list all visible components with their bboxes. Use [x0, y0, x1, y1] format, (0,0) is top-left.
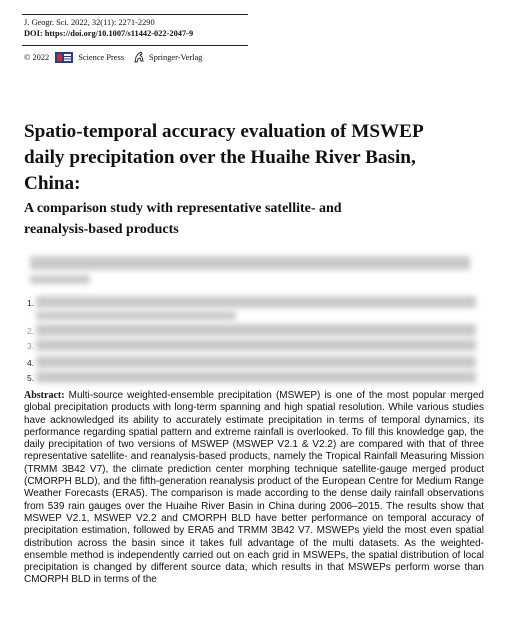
abstract-label: Abstract:: [24, 390, 65, 401]
affiliation-marker-5: 5.: [27, 373, 35, 383]
springer-horse-logo-icon: [133, 51, 145, 63]
affiliation-marker-1: 1.: [27, 298, 35, 308]
header-rule-bottom: [22, 45, 248, 46]
affiliation-1-blurred: [36, 296, 476, 308]
affiliation-2-blurred: [36, 324, 476, 336]
authors-blurred-2: [30, 275, 90, 284]
article-subtitle-line-2: reanalysis-based products: [24, 222, 179, 237]
abstract-paragraph: [24, 390, 484, 587]
science-press-logo-icon: [55, 52, 73, 63]
header-rule-top: [22, 14, 248, 15]
affiliation-marker-2: 2.: [27, 326, 35, 336]
doi-text: DOI: https://doi.org/10.1007/s11442-022-2047-9: [24, 29, 194, 38]
journal-citation: J. Geogr. Sci. 2022, 32(11): 2271-2290: [24, 18, 155, 27]
copyright-line: [24, 51, 202, 63]
affiliation-marker-3: 3.: [27, 341, 35, 351]
affiliation-4-blurred: [36, 356, 476, 368]
journal-doi: [24, 29, 193, 39]
authors-blurred: [30, 256, 470, 270]
copyright-text: © 2022: [24, 52, 50, 62]
article-subtitle-line-1: A comparison study with representative satellite- and: [24, 201, 342, 216]
publisher-springer: Springer-Verlag: [149, 52, 203, 62]
abstract-text: Multi-source weighted-ensemble precipitation (MSWEP) is one of the most popular merged global precipitation products with long-term spanning and high spatial resolution. While various studies have acknowledged its ability to accurately estimate precipitation in terms of temporal dynamics, its performance regarding spatial pattern and extreme rainfall is overlooked. To fill this knowledge gap, the daily precipitation of two versions of MSWEP (MSWEP V2.1 & V2.2) are compared with that of three representative satellite- and reanalysis-based products, namely the Tropical Rainfall Measuring Mission (TRMM 3B42 V7), the climate prediction center morphing technique satellite-gauge merged product (CMORPH BLD), and the fifth-generation reanalysis product of the European Centre for Medium Range Weather Forecasts (ERA5). The comparison is made according to the dense daily rainfall observations from 539 rain gauges over the Huaihe River Basin in China during 2006–2015. The results show that MSWEP V2.1, MSWEP V2.2 and CMORPH BLD have better performance on temporal accuracy of precipitation estimation, followed by ERA5 and TRMM 3B42 V7. MSWEPs yield the most even spatial distribution across the basin since it takes full advantage of the multi datasets. As the weighted-ensemble method is independently carried out on each grid in MSWEPs, the spatial distribution of local precipitation is changed by different source data, which results in that MSWEPs perform worse than CMORPH BLD in terms of the: [24, 390, 484, 586]
article-title-line-3: China:: [24, 173, 81, 194]
affiliation-3-blurred: [36, 339, 476, 351]
publisher-science-press: Science Press: [78, 52, 125, 62]
affiliation-1b-blurred: [36, 311, 236, 320]
affiliation-marker-4: 4.: [27, 358, 35, 368]
article-title-line-1: Spatio-temporal accuracy evaluation of MSWEP: [24, 121, 424, 142]
article-title-line-2: daily precipitation over the Huaihe River Basin,: [24, 147, 416, 168]
affiliation-5-blurred: [36, 371, 476, 383]
